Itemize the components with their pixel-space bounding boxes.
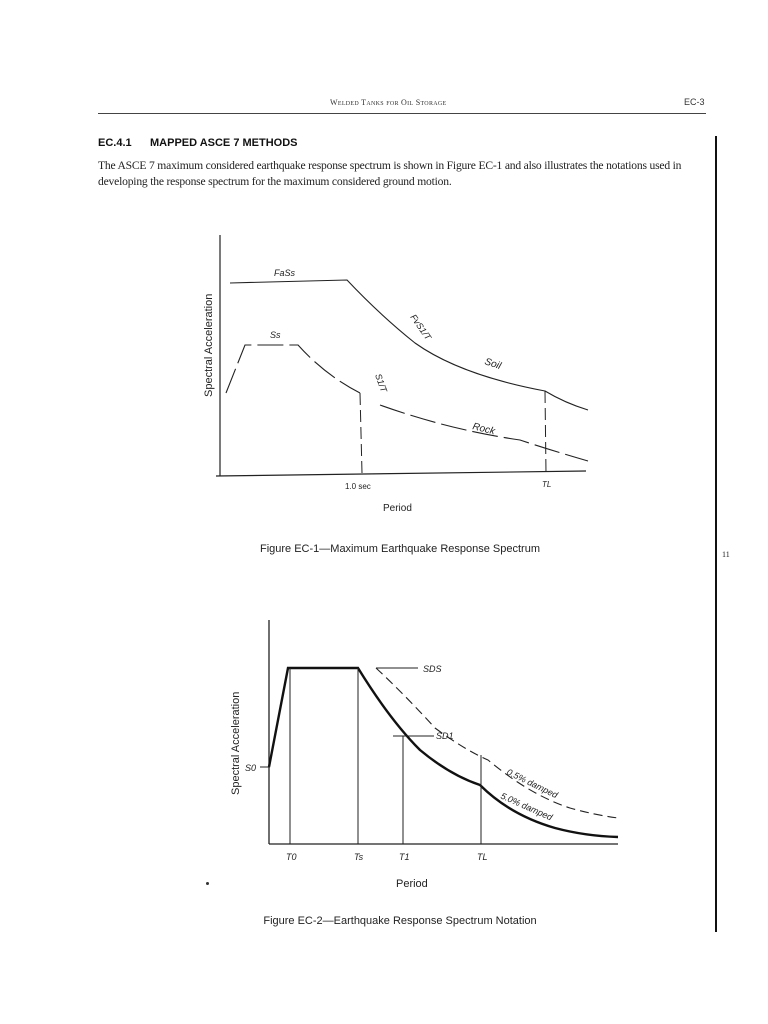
fig2-label-s0: S0 [245, 763, 257, 773]
fig2-tick-t1: T1 [399, 852, 410, 862]
figure-ec2 [210, 610, 630, 900]
fig1-label-ss: Ss [270, 330, 281, 340]
section-number: EC.4.1 [98, 137, 132, 149]
fig2-label-05damped: 0.5% damped [505, 766, 560, 801]
fig2-x-axis-label: Period [396, 878, 428, 890]
fig2-tick-tl: TL [477, 852, 488, 862]
fig1-label-rock: Rock [471, 421, 497, 438]
fig1-tl-marker [545, 391, 546, 473]
fig1-x-axis [216, 471, 586, 476]
change-marker: 11 [722, 550, 730, 559]
fig2-label-sds: SDS [423, 664, 442, 674]
fig2-tick-ts: Ts [354, 852, 364, 862]
fig1-1sec-marker [360, 393, 362, 473]
figure-ec1 [190, 225, 610, 525]
stray-dot [206, 882, 209, 885]
fig2-tick-t0: T0 [286, 852, 297, 862]
fig1-y-axis-label: Spectral Acceleration [203, 293, 215, 397]
section-title: MAPPED ASCE 7 METHODS [150, 137, 298, 149]
figure-ec2-caption: Figure EC-2—Earthquake Response Spectrum Notation [263, 915, 537, 927]
fig2-label-5damped: 5.0% damped [499, 790, 554, 823]
fig1-tick-1sec: 1.0 sec [345, 482, 371, 491]
header-rule [98, 113, 706, 114]
fig2-y-axis-label: Spectral Acceleration [230, 691, 242, 795]
page-number: EC-3 [684, 97, 705, 107]
fig1-rock-curve [226, 345, 588, 461]
fig1-label-fass: FaSs [274, 268, 296, 278]
section-paragraph: The ASCE 7 maximum considered earthquake response spectrum is shown in Figure EC-1 and also illustrates the notations used in developing the response spectrum for the maximum considered ground motion. [98, 159, 682, 188]
fig1-x-axis-label: Period [383, 503, 412, 514]
fig2-label-sd1: SD1 [436, 731, 454, 741]
running-title: Welded Tanks for Oil Storage [330, 98, 447, 107]
section-heading [98, 137, 298, 149]
fig1-soil-curve [230, 280, 588, 410]
change-bar [715, 136, 717, 932]
figure-ec1-caption: Figure EC-1—Maximum Earthquake Response Spectrum [259, 543, 540, 555]
fig1-label-s1-t: S1/T [373, 372, 390, 394]
fig1-label-soil: Soil [483, 356, 503, 373]
fig1-label-fvs1-t: FvS1/T [408, 312, 434, 342]
fig1-tick-tl: TL [542, 480, 552, 489]
fig2-main-curve [269, 668, 618, 837]
